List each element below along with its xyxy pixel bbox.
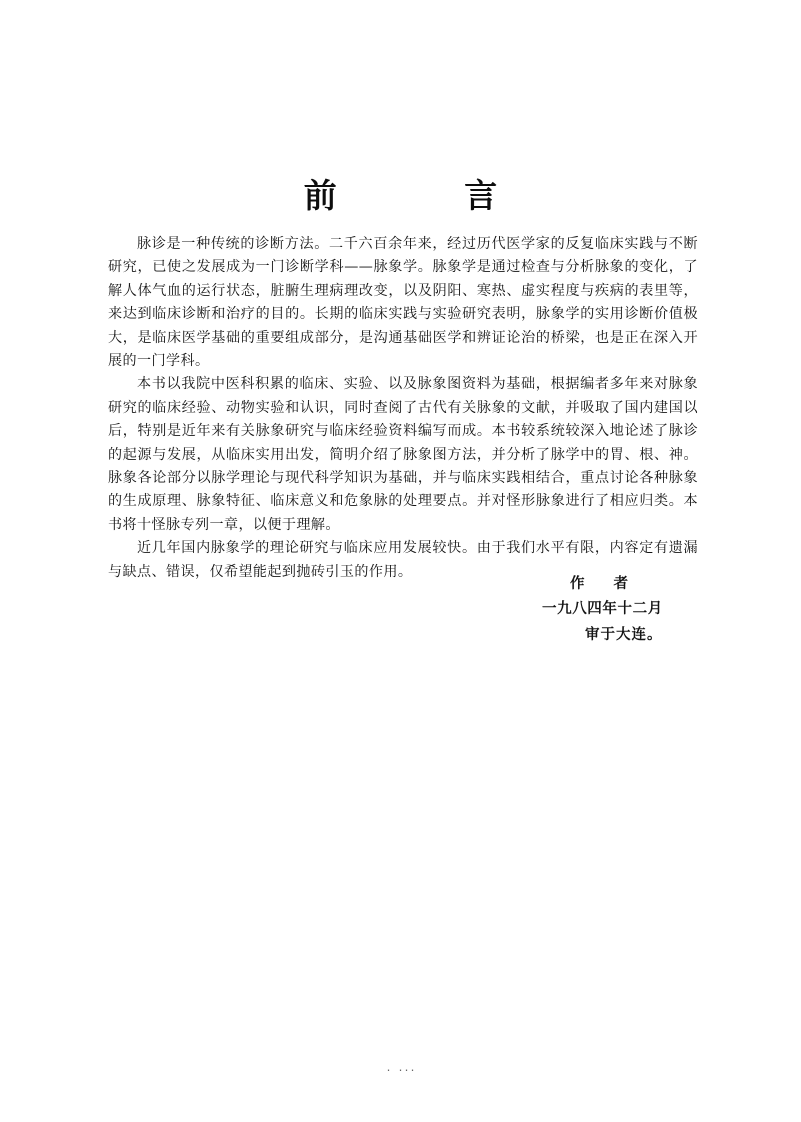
signature-author: 作者	[570, 575, 657, 592]
paragraph-3: 近几年国内脉象学的理论研究与临床应用发展较快。由于我们水平有限，内容定有遗漏与缺点、错误，仅希望能起到抛砖引玉的作用。	[108, 540, 698, 580]
preface-body	[108, 233, 698, 584]
signature-place: 审于大连。	[585, 626, 663, 643]
page-footer-mark: . ...	[385, 1063, 416, 1074]
paragraph-2: 本书以我院中医科积累的临床、实验、以及脉象图资料为基础，根据编者多年来对脉象研究的临床经验、动物实验和认识，同时查阅了古代有关脉象的文献，并吸取了国内建国以后，特别是近年来有关脉象研究与临床经验资料编写而成。本书较系统较深入地论述了脉诊的起源与发展，从临床实用出发，简明介绍了脉象图方法，并分析了脉学中的胃、根、神。脉象各论部分以脉学理论与现代科学知识为基础，并与临床实践相结合，重点讨论各种脉象的生成原理、脉象特征、临床意义和危象脉的处理要点。并对怪形脉象进行了相应归类。本书将十怪脉专列一章，以便于理解。	[108, 376, 698, 533]
page-title: 前 言	[303, 176, 556, 215]
signature-date: 一九八四年十二月	[542, 600, 663, 617]
paragraph-1: 脉诊是一种传统的诊断方法。二千六百余年来，经过历代医学家的反复临床实践与不断研究，已使之发展成为一门诊断学科——脉象学。脉象学是通过检查与分析脉象的变化，了解人体气血的运行状态，脏腑生理病理改变，以及阴阳、寒热、虚实程度与疾病的表里等，来达到临床诊断和治疗的目的。长期的临床实践与实验研究表明，脉象学的实用诊断价值极大，是临床医学基础的重要组成部分，是沟通基础医学和辨证论治的桥梁，也是正在深入开展的一门学科。	[108, 236, 698, 370]
